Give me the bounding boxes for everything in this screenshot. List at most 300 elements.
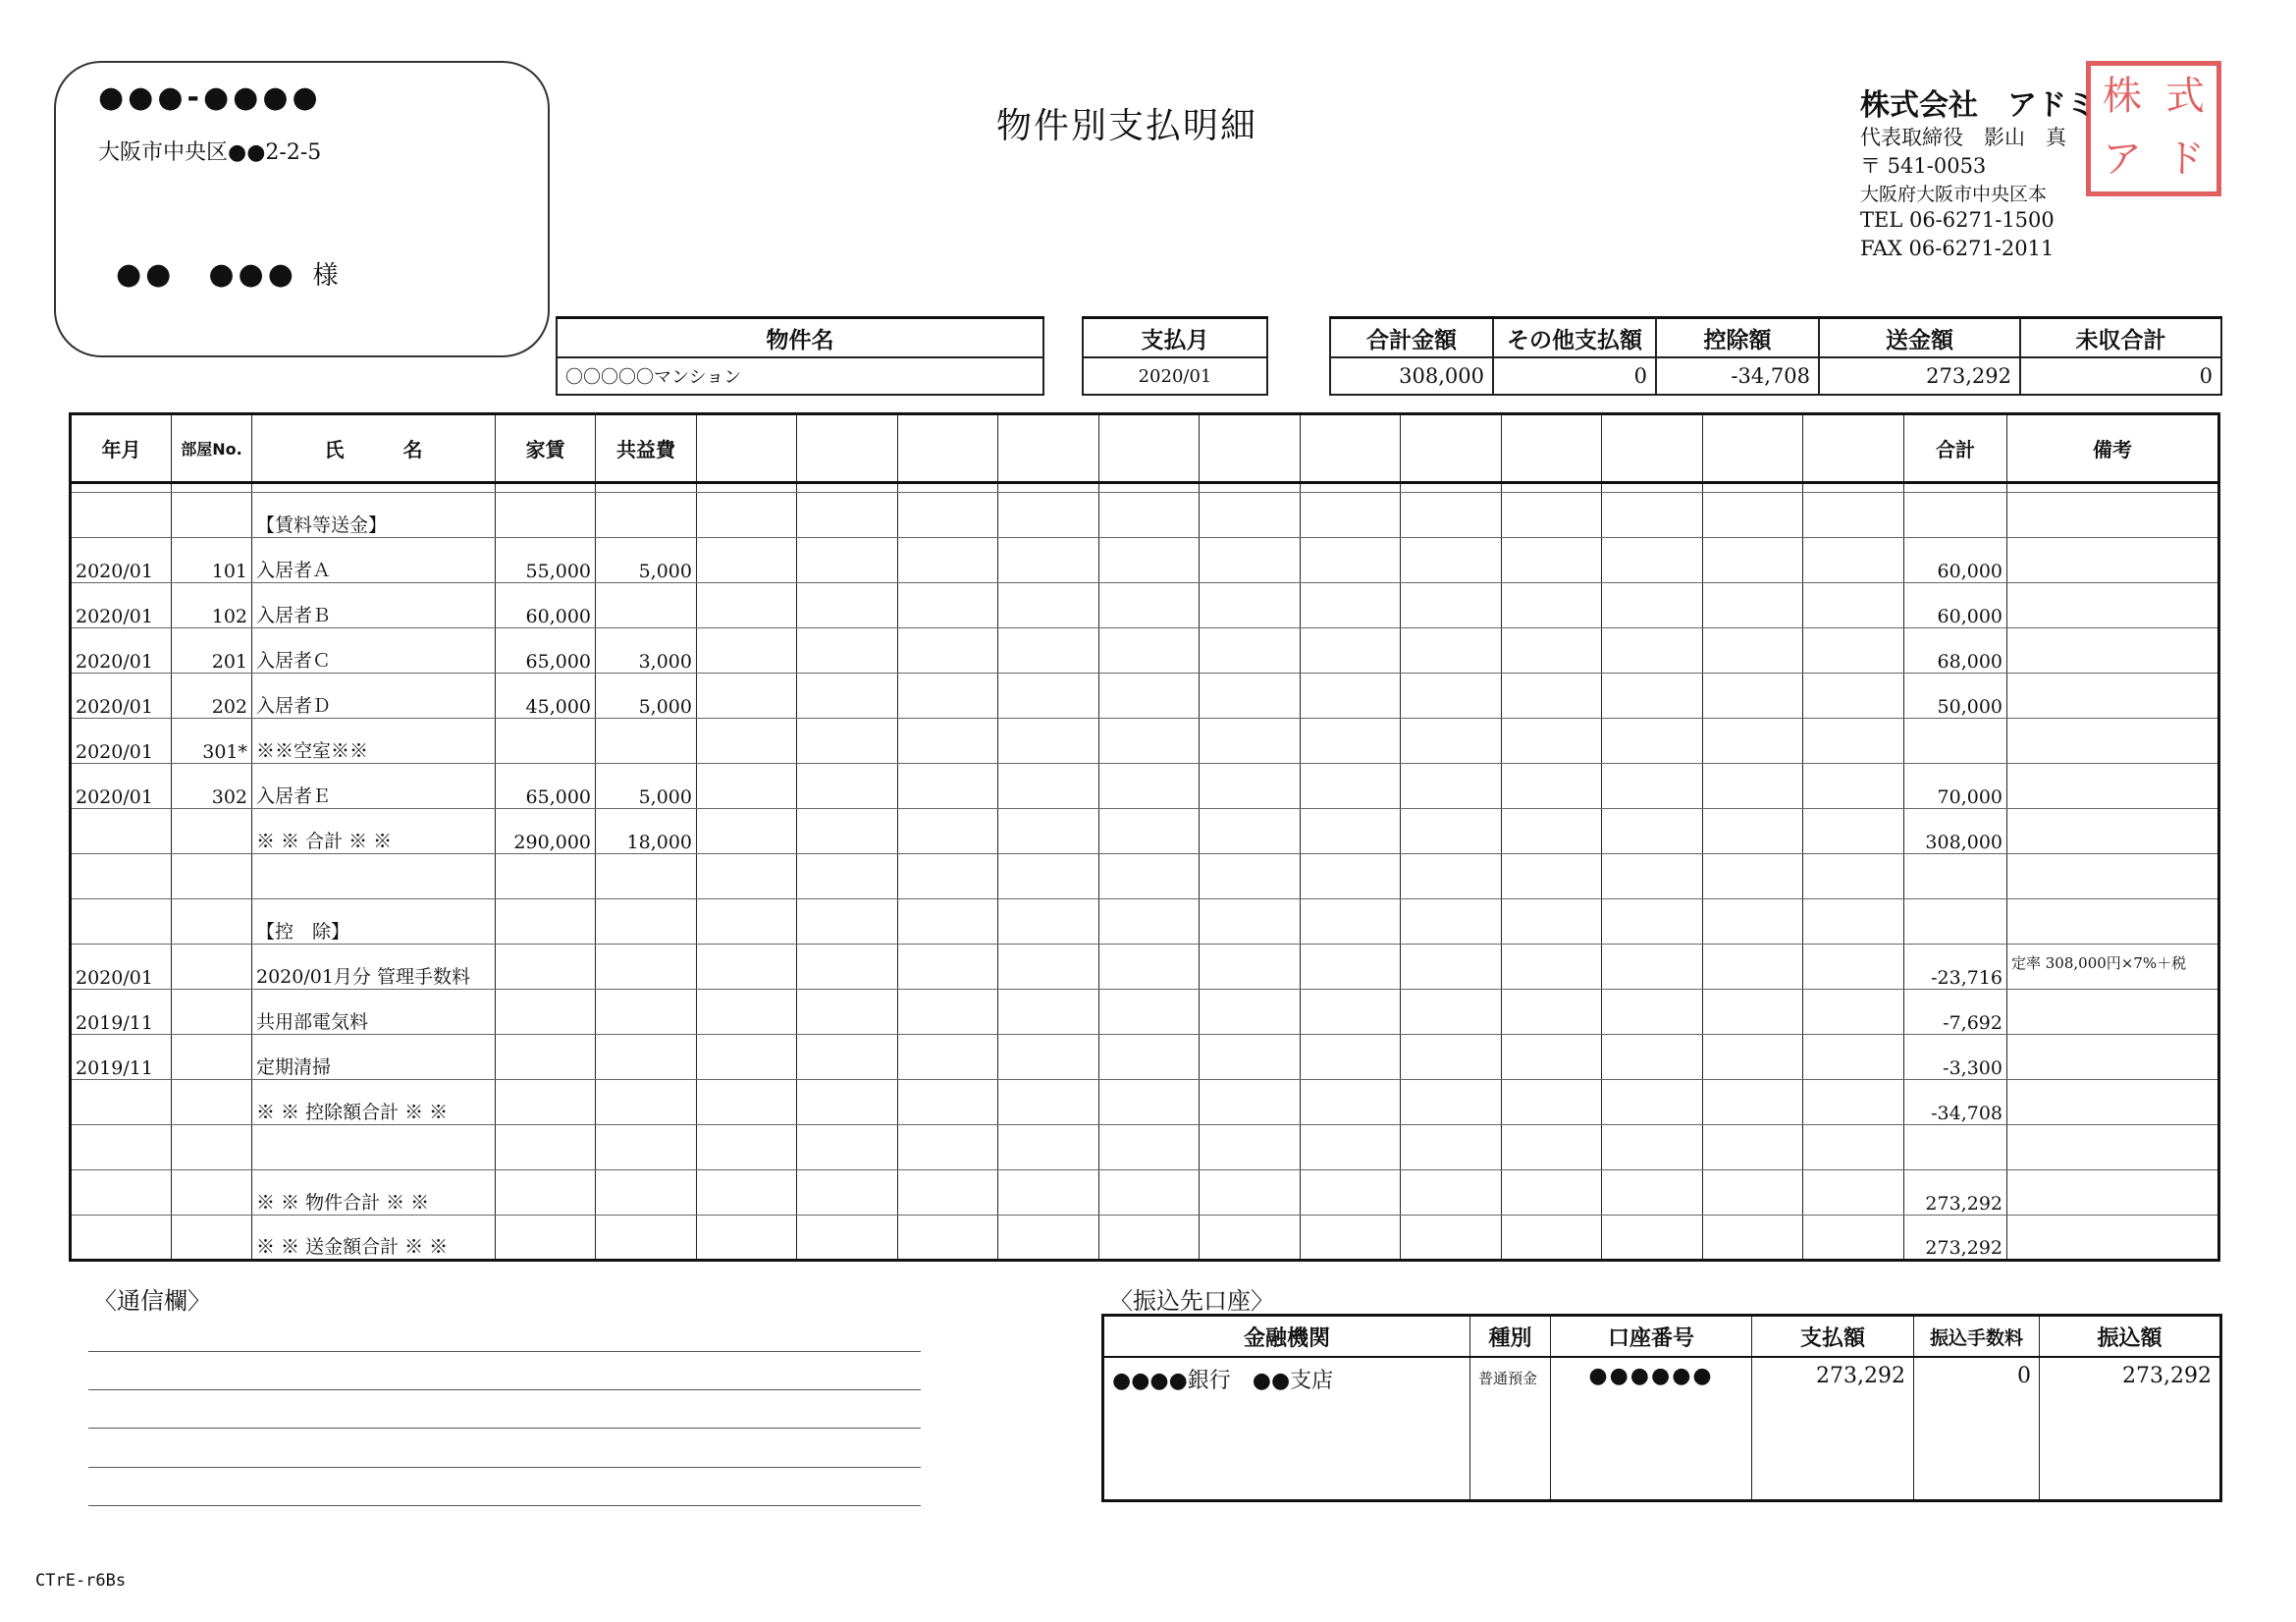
- cell-blank: [1703, 809, 1803, 854]
- cell-blank: [1401, 1216, 1502, 1261]
- cell-blank: [797, 899, 898, 945]
- summary-value-total: 308,000: [1330, 357, 1493, 395]
- col-header-month: 年月: [71, 414, 172, 483]
- recipient-postal-code: ●●●-●●●●: [98, 81, 322, 115]
- cell-blank: [998, 899, 1099, 945]
- cell-blank: [1602, 809, 1703, 854]
- cell-room: 302: [172, 764, 252, 809]
- cell-blank: [898, 719, 998, 764]
- cell-blank: [1301, 1216, 1401, 1261]
- communication-line: [88, 1505, 921, 1506]
- table-row: [71, 1125, 2219, 1170]
- col-header-blank: [797, 414, 898, 483]
- cell-blank: [1099, 719, 1200, 764]
- cell-blank: [1502, 1035, 1602, 1080]
- bank-payment-amount: 273,292: [1752, 1357, 1914, 1501]
- company-seal-stamp: 株 式 ア ド: [2086, 61, 2221, 196]
- cell-rent: [496, 1170, 596, 1216]
- cell-blank: [898, 583, 998, 628]
- cell-common-fee: [596, 1125, 697, 1170]
- cell-blank: [1502, 483, 1602, 493]
- cell-name: ※ ※ 送金額合計 ※ ※: [252, 1216, 496, 1261]
- cell-blank: [1301, 1125, 1401, 1170]
- cell-blank: [1401, 719, 1502, 764]
- cell-blank: [898, 483, 998, 493]
- cell-blank: [697, 493, 797, 538]
- cell-room: [172, 1125, 252, 1170]
- cell-blank: [998, 854, 1099, 899]
- cell-blank: [1401, 1170, 1502, 1216]
- cell-room: 102: [172, 583, 252, 628]
- cell-blank: [1602, 1216, 1703, 1261]
- cell-room: [172, 1035, 252, 1080]
- cell-blank: [1803, 854, 1904, 899]
- cell-blank: [898, 538, 998, 583]
- cell-blank: [1200, 1170, 1301, 1216]
- cell-blank: [797, 674, 898, 719]
- bank-header-type: 種別: [1470, 1316, 1551, 1358]
- cell-blank: [998, 583, 1099, 628]
- cell-blank: [1803, 1170, 1904, 1216]
- cell-month: 2020/01: [71, 674, 172, 719]
- cell-blank: [1803, 538, 1904, 583]
- cell-name: 入居者Ａ: [252, 538, 496, 583]
- cell-blank: [1200, 1216, 1301, 1261]
- cell-note: [2007, 1170, 2219, 1216]
- cell-blank: [998, 990, 1099, 1035]
- cell-total: -23,716: [1904, 945, 2007, 990]
- cell-blank: [1200, 628, 1301, 674]
- cell-blank: [1099, 628, 1200, 674]
- cell-blank: [1803, 899, 1904, 945]
- cell-blank: [998, 1170, 1099, 1216]
- cell-blank: [1401, 1080, 1502, 1125]
- cell-note: 定率 308,000円×7%＋税: [2007, 945, 2219, 990]
- cell-blank: [1200, 674, 1301, 719]
- cell-blank: [797, 628, 898, 674]
- cell-total: -3,300: [1904, 1035, 2007, 1080]
- cell-blank: [1703, 899, 1803, 945]
- cell-blank: [697, 1035, 797, 1080]
- table-row: [71, 1170, 2219, 1216]
- communication-label: 〈通信欄〉: [93, 1287, 211, 1315]
- cell-blank: [1602, 945, 1703, 990]
- cell-blank: [1703, 538, 1803, 583]
- cell-blank: [1703, 854, 1803, 899]
- cell-blank: [998, 1080, 1099, 1125]
- cell-blank: [1099, 854, 1200, 899]
- table-row: [71, 674, 2219, 719]
- cell-total: [1904, 719, 2007, 764]
- cell-blank: [1703, 1216, 1803, 1261]
- cell-month: 2020/01: [71, 764, 172, 809]
- cell-blank: [898, 493, 998, 538]
- cell-blank: [998, 1035, 1099, 1080]
- cell-blank: [898, 854, 998, 899]
- cell-total: 68,000: [1904, 628, 2007, 674]
- cell-blank: [1301, 1035, 1401, 1080]
- cell-month: 2020/01: [71, 583, 172, 628]
- cell-common-fee: [596, 899, 697, 945]
- cell-blank: [697, 899, 797, 945]
- cell-blank: [898, 628, 998, 674]
- bank-table: [1101, 1314, 2222, 1502]
- bank-header-fee: 振込手数料: [1914, 1316, 2040, 1358]
- table-row: [71, 764, 2219, 809]
- cell-blank: [1703, 493, 1803, 538]
- cell-note: [2007, 1080, 2219, 1125]
- cell-blank: [1401, 628, 1502, 674]
- cell-common-fee: [596, 483, 697, 493]
- cell-month: [71, 809, 172, 854]
- cell-blank: [1301, 583, 1401, 628]
- cell-blank: [697, 483, 797, 493]
- bank-account-type: 普通預金: [1470, 1357, 1551, 1501]
- cell-month: [71, 854, 172, 899]
- table-row: [71, 719, 2219, 764]
- cell-blank: [1401, 945, 1502, 990]
- cell-blank: [797, 483, 898, 493]
- cell-common-fee: 5,000: [596, 674, 697, 719]
- cell-blank: [697, 628, 797, 674]
- summary-header-deduction: 控除額: [1656, 318, 1819, 358]
- cell-blank: [998, 1125, 1099, 1170]
- bank-account-number: ●●●●●●: [1551, 1357, 1752, 1501]
- pay-month-value: 2020/01: [1083, 357, 1267, 395]
- table-row: [71, 538, 2219, 583]
- cell-rent: [496, 493, 596, 538]
- company-fax: FAX 06-6271-2011: [1860, 237, 2055, 260]
- cell-blank: [797, 1125, 898, 1170]
- cell-blank: [697, 990, 797, 1035]
- cell-name: 2020/01月分 管理手数料: [252, 945, 496, 990]
- bank-header-transfer: 振込額: [2040, 1316, 2221, 1358]
- cell-name: 入居者Ｅ: [252, 764, 496, 809]
- cell-note: [2007, 990, 2219, 1035]
- cell-blank: [1602, 764, 1703, 809]
- cell-blank: [1602, 583, 1703, 628]
- property-label: 物件名: [557, 318, 1043, 358]
- cell-blank: [1502, 1125, 1602, 1170]
- property-value: 〇〇〇〇〇マンション: [557, 357, 1043, 395]
- summary-box: [1329, 316, 2222, 396]
- cell-name: ※ ※ 控除額合計 ※ ※: [252, 1080, 496, 1125]
- cell-blank: [1502, 899, 1602, 945]
- cell-blank: [898, 1080, 998, 1125]
- cell-name: 入居者Ｃ: [252, 628, 496, 674]
- cell-blank: [1703, 628, 1803, 674]
- cell-blank: [1803, 674, 1904, 719]
- cell-blank: [898, 899, 998, 945]
- cell-blank: [697, 809, 797, 854]
- cell-month: 2020/01: [71, 538, 172, 583]
- col-header-rent: 家賃: [496, 414, 596, 483]
- cell-common-fee: [596, 493, 697, 538]
- cell-name: ※ ※ 物件合計 ※ ※: [252, 1170, 496, 1216]
- cell-total: -34,708: [1904, 1080, 2007, 1125]
- cell-rent: [496, 1080, 596, 1125]
- cell-blank: [1301, 1170, 1401, 1216]
- cell-common-fee: [596, 1035, 697, 1080]
- company-name: 株式会社 アドミ: [1860, 88, 2096, 123]
- cell-month: 2019/11: [71, 1035, 172, 1080]
- cell-name: 入居者Ｂ: [252, 583, 496, 628]
- cell-blank: [1200, 899, 1301, 945]
- cell-name: ※※空室※※: [252, 719, 496, 764]
- cell-blank: [1602, 719, 1703, 764]
- col-header-name: 氏 名: [252, 414, 496, 483]
- summary-header-unpaid: 未収合計: [2020, 318, 2221, 358]
- cell-blank: [1602, 1125, 1703, 1170]
- table-row: [71, 945, 2219, 990]
- cell-blank: [697, 1080, 797, 1125]
- cell-common-fee: 5,000: [596, 538, 697, 583]
- cell-blank: [1502, 809, 1602, 854]
- cell-room: [172, 1216, 252, 1261]
- communication-line: [88, 1389, 921, 1390]
- cell-blank: [1803, 483, 1904, 493]
- cell-blank: [797, 1035, 898, 1080]
- cell-blank: [1602, 483, 1703, 493]
- cell-common-fee: [596, 1170, 697, 1216]
- cell-rent: [496, 854, 596, 899]
- cell-name: 共用部電気料: [252, 990, 496, 1035]
- cell-note: [2007, 854, 2219, 899]
- cell-blank: [1602, 1035, 1703, 1080]
- cell-blank: [797, 719, 898, 764]
- company-address: 大阪府大阪市中央区本: [1860, 184, 2048, 205]
- cell-blank: [1703, 1080, 1803, 1125]
- cell-rent: 55,000: [496, 538, 596, 583]
- cell-blank: [1401, 809, 1502, 854]
- cell-room: [172, 1080, 252, 1125]
- cell-blank: [1803, 1125, 1904, 1170]
- col-header-blank: [1602, 414, 1703, 483]
- cell-blank: [998, 493, 1099, 538]
- cell-rent: 65,000: [496, 764, 596, 809]
- cell-blank: [1703, 1170, 1803, 1216]
- cell-blank: [1200, 583, 1301, 628]
- cell-blank: [1502, 493, 1602, 538]
- cell-month: [71, 899, 172, 945]
- cell-name: 【賃料等送金】: [252, 493, 496, 538]
- cell-blank: [1703, 1035, 1803, 1080]
- cell-blank: [998, 483, 1099, 493]
- cell-note: [2007, 899, 2219, 945]
- cell-month: 2020/01: [71, 719, 172, 764]
- cell-blank: [1099, 483, 1200, 493]
- pay-month-label: 支払月: [1083, 318, 1267, 358]
- cell-blank: [1502, 628, 1602, 674]
- col-header-blank: [998, 414, 1099, 483]
- cell-common-fee: [596, 1216, 697, 1261]
- cell-blank: [1301, 899, 1401, 945]
- cell-blank: [1703, 483, 1803, 493]
- cell-blank: [1602, 854, 1703, 899]
- cell-blank: [797, 764, 898, 809]
- cell-blank: [1803, 990, 1904, 1035]
- cell-total: 70,000: [1904, 764, 2007, 809]
- cell-total: [1904, 1125, 2007, 1170]
- communication-line: [88, 1428, 921, 1429]
- cell-room: 301*: [172, 719, 252, 764]
- cell-blank: [1401, 538, 1502, 583]
- cell-note: [2007, 764, 2219, 809]
- cell-blank: [998, 538, 1099, 583]
- pay-month-box: [1082, 316, 1268, 396]
- cell-note: [2007, 583, 2219, 628]
- cell-blank: [1301, 1080, 1401, 1125]
- cell-blank: [797, 1080, 898, 1125]
- bank-header-account: 口座番号: [1551, 1316, 1752, 1358]
- col-header-blank: [1301, 414, 1401, 483]
- cell-total: 273,292: [1904, 1216, 2007, 1261]
- cell-name: [252, 483, 496, 493]
- cell-common-fee: 5,000: [596, 764, 697, 809]
- col-header-blank: [1803, 414, 1904, 483]
- cell-blank: [697, 1125, 797, 1170]
- bank-transfer-fee: 0: [1914, 1357, 2040, 1501]
- cell-blank: [1099, 1170, 1200, 1216]
- cell-blank: [898, 809, 998, 854]
- cell-blank: [1099, 809, 1200, 854]
- cell-blank: [1602, 493, 1703, 538]
- cell-blank: [1703, 764, 1803, 809]
- cell-blank: [1502, 674, 1602, 719]
- cell-common-fee: [596, 719, 697, 764]
- cell-blank: [898, 674, 998, 719]
- cell-rent: [496, 990, 596, 1035]
- cell-blank: [1602, 674, 1703, 719]
- company-tel: TEL 06-6271-1500: [1860, 208, 2055, 232]
- cell-name: [252, 854, 496, 899]
- cell-blank: [998, 945, 1099, 990]
- cell-blank: [1803, 583, 1904, 628]
- cell-room: 202: [172, 674, 252, 719]
- cell-room: 201: [172, 628, 252, 674]
- cell-blank: [1803, 493, 1904, 538]
- cell-blank: [1502, 945, 1602, 990]
- bank-header-payment: 支払額: [1752, 1316, 1914, 1358]
- cell-blank: [697, 719, 797, 764]
- cell-blank: [1703, 674, 1803, 719]
- cell-blank: [1602, 1170, 1703, 1216]
- col-header-blank: [898, 414, 998, 483]
- cell-total: 273,292: [1904, 1170, 2007, 1216]
- cell-blank: [1803, 628, 1904, 674]
- cell-total: 308,000: [1904, 809, 2007, 854]
- table-row: [71, 899, 2219, 945]
- cell-blank: [1803, 1035, 1904, 1080]
- cell-blank: [1502, 1170, 1602, 1216]
- recipient-honorific: 様: [312, 261, 339, 291]
- cell-month: [71, 483, 172, 493]
- cell-blank: [1200, 1080, 1301, 1125]
- cell-rent: [496, 483, 596, 493]
- cell-blank: [1099, 674, 1200, 719]
- statement-table: [69, 412, 2220, 1262]
- bank-transfer-amount: 273,292: [2040, 1357, 2221, 1501]
- cell-blank: [998, 809, 1099, 854]
- cell-room: [172, 990, 252, 1035]
- cell-note: [2007, 809, 2219, 854]
- cell-blank: [1401, 483, 1502, 493]
- cell-blank: [1703, 945, 1803, 990]
- cell-blank: [1200, 990, 1301, 1035]
- cell-blank: [1502, 719, 1602, 764]
- col-header-blank: [1703, 414, 1803, 483]
- col-header-common-fee: 共益費: [596, 414, 697, 483]
- cell-blank: [898, 1035, 998, 1080]
- cell-blank: [1099, 583, 1200, 628]
- cell-blank: [1602, 1080, 1703, 1125]
- cell-blank: [797, 1216, 898, 1261]
- col-header-notes: 備考: [2007, 414, 2219, 483]
- cell-blank: [1401, 1125, 1502, 1170]
- col-header-blank: [1099, 414, 1200, 483]
- cell-blank: [1200, 1035, 1301, 1080]
- cell-month: 2020/01: [71, 628, 172, 674]
- cell-blank: [1401, 764, 1502, 809]
- table-row: [71, 1035, 2219, 1080]
- cell-blank: [1099, 1035, 1200, 1080]
- cell-blank: [697, 583, 797, 628]
- cell-blank: [898, 1125, 998, 1170]
- cell-blank: [1502, 538, 1602, 583]
- cell-blank: [797, 538, 898, 583]
- cell-blank: [1602, 538, 1703, 583]
- col-header-room: 部屋No.: [172, 414, 252, 483]
- cell-blank: [1703, 719, 1803, 764]
- cell-month: [71, 493, 172, 538]
- table-row: [71, 628, 2219, 674]
- cell-blank: [1502, 990, 1602, 1035]
- cell-blank: [1301, 764, 1401, 809]
- cell-room: [172, 945, 252, 990]
- cell-blank: [1200, 538, 1301, 583]
- cell-blank: [797, 809, 898, 854]
- cell-blank: [697, 1170, 797, 1216]
- table-row: [71, 483, 2219, 493]
- cell-note: [2007, 483, 2219, 493]
- cell-blank: [1502, 764, 1602, 809]
- communication-line: [88, 1351, 921, 1352]
- cell-blank: [697, 854, 797, 899]
- cell-name: [252, 1125, 496, 1170]
- bank-label: 〈振込先口座〉: [1109, 1287, 1274, 1315]
- summary-header-other: その他支払額: [1493, 318, 1656, 358]
- recipient-name: ●● ●●●: [116, 257, 297, 292]
- cell-blank: [898, 764, 998, 809]
- cell-blank: [1401, 583, 1502, 628]
- cell-month: [71, 1080, 172, 1125]
- cell-blank: [1401, 674, 1502, 719]
- cell-total: 60,000: [1904, 583, 2007, 628]
- cell-room: [172, 1170, 252, 1216]
- cell-name: 入居者Ｄ: [252, 674, 496, 719]
- cell-blank: [1099, 764, 1200, 809]
- recipient-name-line: [116, 249, 338, 293]
- cell-name: 【控 除】: [252, 899, 496, 945]
- cell-blank: [1502, 583, 1602, 628]
- document-title: 物件別支払明細: [996, 106, 1258, 146]
- bank-header-institution: 金融機関: [1103, 1316, 1470, 1358]
- cell-blank: [1803, 945, 1904, 990]
- cell-total: [1904, 493, 2007, 538]
- cell-blank: [1099, 990, 1200, 1035]
- cell-blank: [998, 764, 1099, 809]
- cell-blank: [1803, 764, 1904, 809]
